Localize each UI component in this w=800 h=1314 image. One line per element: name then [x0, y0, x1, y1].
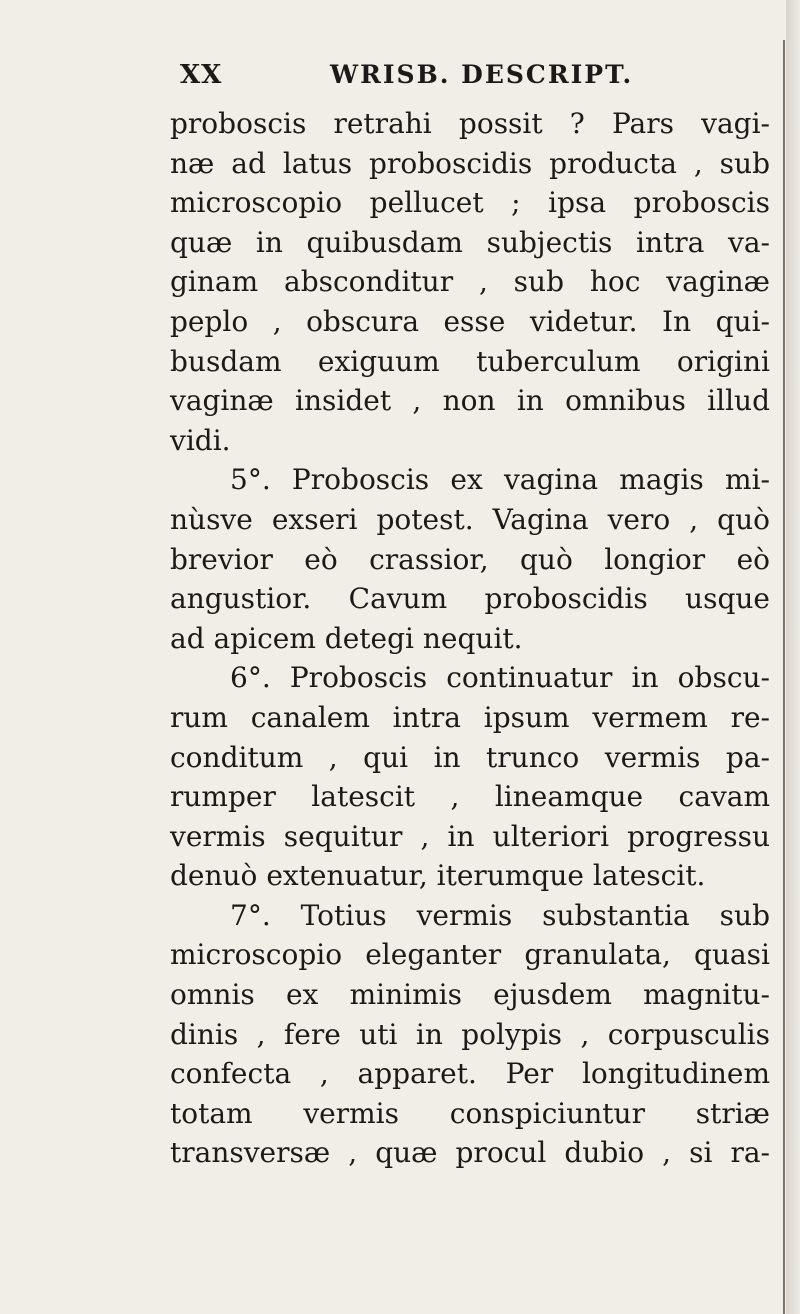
text-line: rumper latescit , lineamque cavam: [170, 780, 770, 814]
text-line: transversæ , quæ procul dubio , si ra-: [170, 1136, 770, 1170]
text-line: microscopio pellucet ; ipsa proboscis: [170, 186, 770, 220]
page-fold-line: [783, 40, 785, 1314]
text-line: confecta , apparet. Per longitudinem: [170, 1057, 770, 1091]
text-line: nùsve exseri potest. Vagina vero , quò: [170, 502, 770, 536]
text-line: vidi.: [170, 423, 231, 457]
text-line: ad apicem detegi nequit.: [170, 621, 523, 655]
text-line: peplo , obscura esse videtur. In qui-: [170, 304, 770, 338]
page-fold-shadow: [786, 0, 800, 1314]
text-line: totam vermis conspiciuntur striæ: [170, 1096, 770, 1130]
body-text: [170, 104, 770, 1173]
text-line: ginam absconditur , sub hoc vaginæ: [170, 265, 770, 299]
text-line: conditum , qui in trunco vermis pa-: [170, 740, 770, 774]
text-line: proboscis retrahi possit ? Pars vagi-: [170, 107, 770, 140]
text-line: rum canalem intra ipsum vermem re-: [170, 700, 770, 734]
page-header: [0, 60, 800, 96]
text-line: dinis , fere uti in polypis , corpusculis: [170, 1017, 770, 1051]
text-line: omnis ex minimis ejusdem magnitu-: [170, 978, 770, 1012]
text-line: busdam exiguum tuberculum origini: [170, 344, 770, 378]
text-line: vermis sequitur , in ulteriori progressu: [170, 819, 770, 853]
text-line: microscopio eleganter granulata, quasi: [170, 938, 770, 972]
text-line: quæ in quibusdam subjectis intra va-: [170, 225, 770, 259]
text-line: denuò extenuatur, iterumque latescit.: [170, 859, 706, 893]
paragraph-start-5: 5°. Proboscis ex vagina magis mi-: [230, 463, 770, 497]
paragraph-start-7: 7°. Totius vermis substantia sub: [230, 898, 770, 932]
text-line: næ ad latus proboscidis producta , sub: [170, 146, 770, 180]
text-line: angustior. Cavum proboscidis usque: [170, 582, 770, 616]
text-line: brevior eò crassior, quò longior eò: [170, 542, 770, 576]
text-line: vaginæ insidet , non in omnibus illud: [170, 384, 770, 418]
running-title: WRISB. DESCRIPT.: [330, 60, 634, 89]
page-number: XX: [180, 60, 223, 90]
paragraph-start-6: 6°. Proboscis continuatur in obscu-: [230, 661, 770, 695]
